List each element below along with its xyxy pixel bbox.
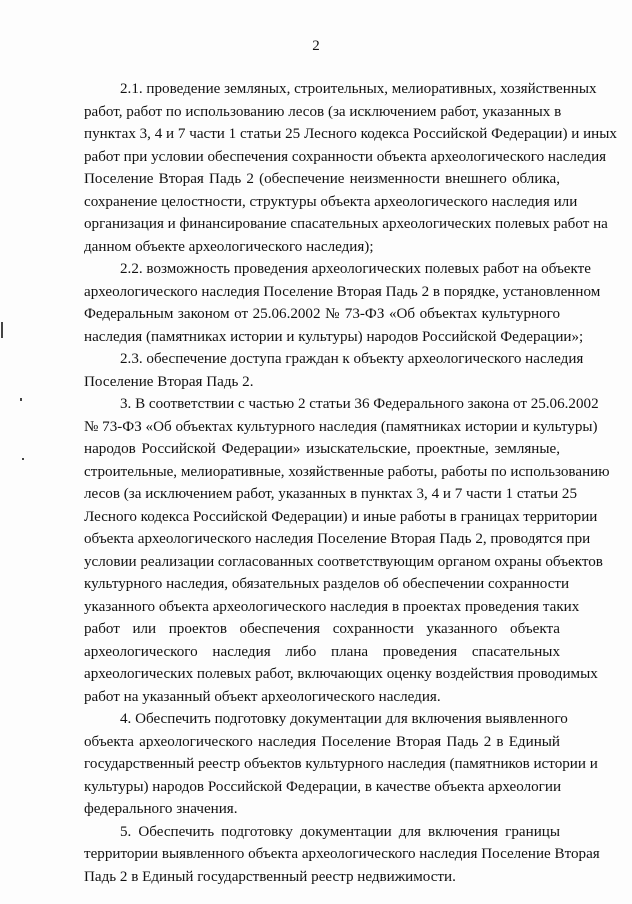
paragraph-3 — [84, 393, 610, 708]
paragraph-2-2 — [84, 258, 601, 348]
text-line: наследия (памятниках истории и культуры) народов Российской Федерации»; — [84, 328, 584, 345]
text-line: Поселение Вторая Падь 2. — [84, 373, 254, 390]
text-line: Падь 2 в Единый государственный реестр недвижимости. — [84, 868, 456, 885]
text-line: 2.3. обеспечение доступа граждан к объекту археологического наследия — [120, 351, 584, 367]
text-line: Федеральным законом от 25.06.2002 № 73-ФЗ «Об объектах культурного — [84, 306, 560, 322]
scan-mark — [22, 458, 24, 460]
text-line: археологического наследия Поселение Вторая Падь 2 в порядке, установленном — [84, 283, 601, 300]
text-line: работ или проектов обеспечения сохранности указанного объекта — [84, 621, 560, 637]
text-line: пунктах 3, 4 и 7 части 1 статьи 25 Лесного кодекса Российской Федерации) и иных — [84, 126, 617, 142]
text-line: 4. Обеспечить подготовку документации для включения выявленного — [120, 711, 568, 727]
text-line: объекта археологического наследия Поселение Вторая Падь 2 в Единый — [84, 733, 560, 750]
text-line: культурного наследия, обязательных разделов об обеспечении сохранности — [84, 576, 570, 592]
text-line: культуры) народов Российской Федерации, в качестве объекта археологии — [84, 778, 562, 795]
text-line: Поселение Вторая Падь 2 (обеспечение неизменности внешнего облика, — [84, 171, 560, 187]
paragraph-5 — [84, 821, 600, 889]
page-number: 2 — [312, 38, 320, 54]
text-line: 5. Обеспечить подготовку документации для включения границы — [120, 823, 560, 840]
text-line: работ на указанный объект археологического наследия. — [84, 688, 441, 705]
paragraph-2-3 — [84, 348, 584, 393]
text-line: 3. В соответствии с частью 2 статьи 36 Федерального закона от 25.06.2002 — [120, 396, 599, 412]
text-line: федерального значения. — [84, 801, 238, 817]
text-line: государственный реестр объектов культурного наследия (памятников истории и — [84, 756, 598, 772]
scan-mark — [1, 322, 3, 338]
text-line: территории выявленного объекта археологического наследия Поселение Вторая — [84, 846, 600, 862]
text-line: народов Российской Федерации» изыскательские, проектные, земляные, — [84, 441, 560, 457]
text-line: условии реализации согласованных соответствующим органом охраны объектов — [84, 553, 603, 570]
text-line: археологического наследия либо плана проведения спасательных — [84, 643, 560, 660]
text-line: работ, работ по использованию лесов (за исключением работ, указанных в — [84, 103, 562, 120]
text-line: строительные, мелиоративные, хозяйственные работы, работы по использованию — [84, 463, 610, 480]
text-line: археологических полевых работ, включающих оценку воздействия проводимых — [84, 666, 598, 682]
text-line: лесов (за исключением работ, указанных в пунктах 3, 4 и 7 части 1 статьи 25 — [84, 486, 578, 502]
scan-mark — [20, 398, 22, 401]
text-line: 2.1. проведение земляных, строительных, мелиоративных, хозяйственных — [120, 81, 597, 97]
text-line: указанного объекта археологического наследия в проектах проведения таких — [84, 598, 580, 615]
paragraph-4 — [84, 708, 598, 821]
text-line: организация и финансирование спасательных археологических полевых работ на — [84, 216, 608, 232]
text-line: данном объекте археологического наследия); — [84, 238, 374, 255]
text-line: сохранение целостности, структуры объекта археологического наследия или — [84, 193, 578, 210]
text-line: Лесного кодекса Российской Федерации) и иные работы в границах территории — [84, 508, 598, 525]
text-line: № 73-ФЗ «Об объектах культурного наследия (памятниках истории и культуры) — [84, 418, 598, 435]
text-line: работ при условии обеспечения сохранности объекта археологического наследия — [84, 148, 607, 165]
document-body — [84, 78, 617, 888]
paragraph-2-1 — [84, 78, 617, 258]
text-line: объекта археологического наследия Поселение Вторая Падь 2, проводятся при — [84, 531, 591, 547]
text-line: 2.2. возможность проведения археологических полевых работ на объекте — [120, 261, 591, 277]
